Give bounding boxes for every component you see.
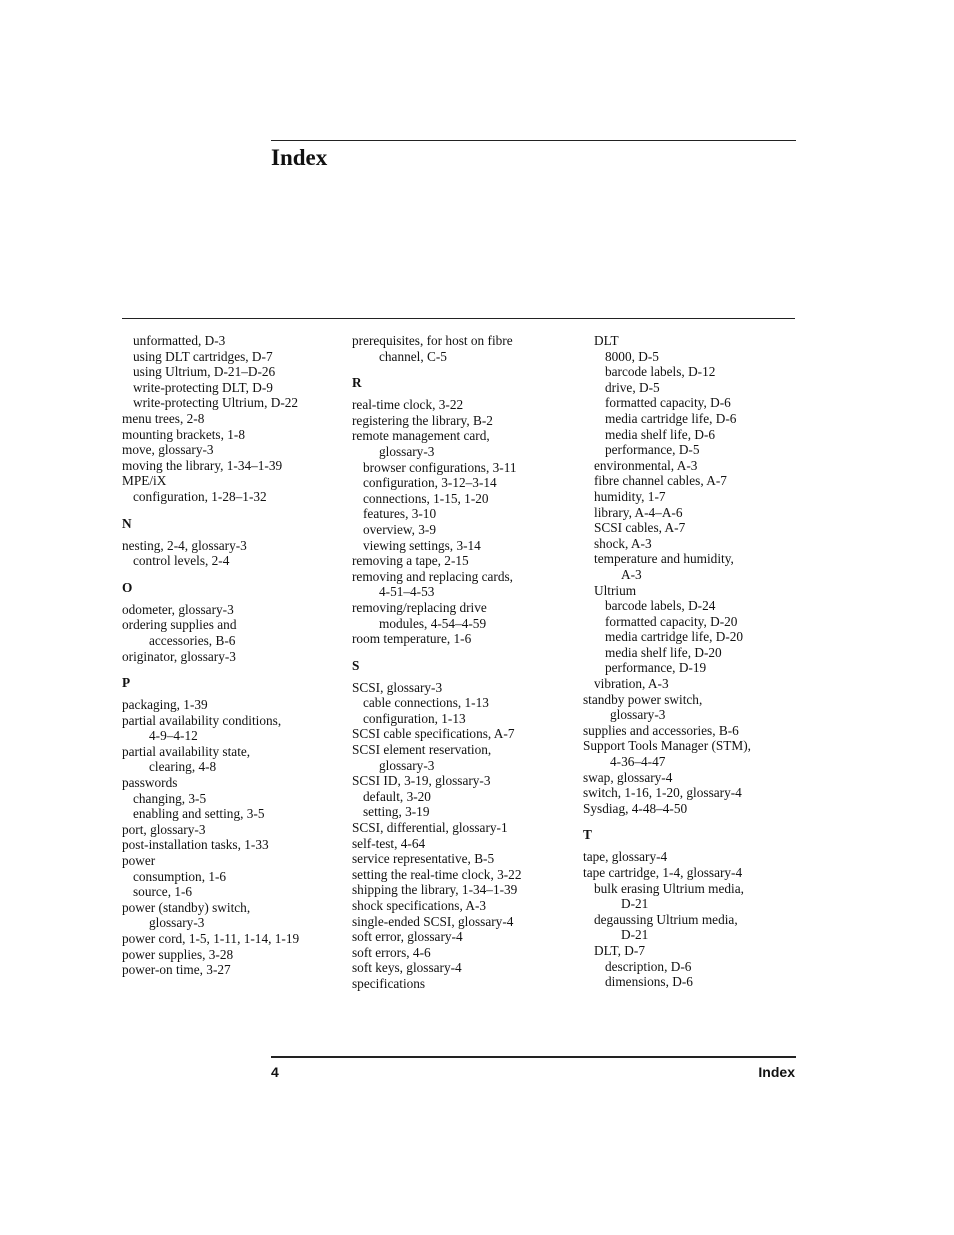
- index-subentry: write-protecting Ultrium, D-22: [133, 395, 299, 411]
- index-entry-continuation: A-3: [621, 566, 642, 582]
- index-subentry: viewing settings, 3-14: [363, 537, 481, 553]
- index-entry-continuation: modules, 4-54–4-59: [379, 615, 487, 631]
- index-entry: SCSI element reservation,: [352, 742, 492, 758]
- index-entry: originator, glossary-3: [122, 648, 236, 664]
- index-subentry: shock, A-3: [594, 535, 652, 551]
- index-entry: mounting brackets, 1-8: [122, 426, 245, 442]
- index-subentry: consumption, 1-6: [133, 868, 227, 884]
- index-entry: single-ended SCSI, glossary-4: [352, 913, 514, 929]
- index-column-2: [352, 333, 577, 992]
- index-subentry: control levels, 2-4: [133, 553, 230, 569]
- index-entry: Support Tools Manager (STM),: [583, 738, 751, 754]
- index-entry-continuation: glossary-3: [149, 915, 205, 931]
- letter-heading: P: [122, 675, 131, 691]
- index-entry: shipping the library, 1-34–1-39: [352, 882, 518, 898]
- index-subentry: SCSI cables, A-7: [594, 520, 686, 536]
- index-entry: registering the library, B-2: [352, 412, 493, 428]
- index-subentry: write-protecting DLT, D-9: [133, 379, 273, 395]
- index-entry: standby power switch,: [583, 691, 703, 707]
- page-title: Index: [271, 145, 328, 170]
- footer-rule: [271, 1056, 796, 1058]
- index-entry: partial availability conditions,: [122, 712, 282, 728]
- index-entry: SCSI, differential, glossary-1: [352, 820, 508, 836]
- index-subentry: barcode labels, D-12: [605, 364, 716, 380]
- index-subentry: changing, 3-5: [133, 790, 207, 806]
- index-entry-continuation: 4-51–4-53: [379, 584, 435, 600]
- index-subentry: performance, D-19: [605, 660, 707, 676]
- index-entry: soft keys, glossary-4: [352, 960, 462, 976]
- index-entry: ordering supplies and: [122, 617, 237, 633]
- index-entry: removing/replacing drive: [352, 599, 487, 615]
- index-entry: power (standby) switch,: [122, 899, 251, 915]
- index-subentry: default, 3-20: [363, 788, 431, 804]
- index-subentry: 8000, D-5: [605, 348, 659, 364]
- index-entry: MPE/iX: [122, 473, 167, 489]
- footer-label: Index: [758, 1064, 795, 1080]
- index-entry-continuation: 4-9–4-12: [149, 728, 198, 744]
- index-entry: menu trees, 2-8: [122, 410, 205, 426]
- index-column-1: [122, 333, 347, 978]
- index-subentry: using DLT cartridges, D-7: [133, 348, 273, 364]
- index-subentry: humidity, 1-7: [594, 488, 666, 504]
- index-subentry: environmental, A-3: [594, 457, 698, 473]
- index-subentry: setting, 3-19: [363, 804, 430, 820]
- index-subentry: enabling and setting, 3-5: [133, 806, 265, 822]
- index-entry: self-test, 4-64: [352, 835, 426, 851]
- index-subentry: using Ultrium, D-21–D-26: [133, 364, 276, 380]
- index-entry: passwords: [122, 775, 178, 791]
- index-subentry: dimensions, D-6: [605, 974, 693, 990]
- index-entry: power-on time, 3-27: [122, 962, 231, 978]
- index-subentry: performance, D-5: [605, 442, 700, 458]
- index-entry: prerequisites, for host on fibre: [352, 333, 513, 348]
- index-entry: moving the library, 1-34–1-39: [122, 457, 283, 473]
- index-entry: SCSI cable specifications, A-7: [352, 726, 515, 742]
- index-entry: service representative, B-5: [352, 851, 495, 867]
- index-entry: Sysdiag, 4-48–4-50: [583, 800, 688, 816]
- index-entry: setting the real-time clock, 3-22: [352, 866, 522, 882]
- index-entry: move, glossary-3: [122, 442, 214, 458]
- index-entry-continuation: 4-36–4-47: [610, 754, 666, 770]
- index-subentry: degaussing Ultrium media,: [594, 911, 738, 927]
- index-entry-continuation: accessories, B-6: [149, 632, 236, 648]
- index-entry-continuation: clearing, 4-8: [149, 759, 217, 775]
- index-entry: SCSI, glossary-3: [352, 679, 443, 695]
- index-entry: power cord, 1-5, 1-11, 1-14, 1-19: [122, 931, 300, 946]
- index-subentry: source, 1-6: [133, 884, 193, 900]
- index-entry: power: [122, 853, 156, 869]
- index-entry: odometer, glossary-3: [122, 601, 234, 617]
- letter-heading: N: [122, 515, 132, 531]
- index-entry: partial availability state,: [122, 743, 251, 759]
- index-subentry: features, 3-10: [363, 506, 437, 522]
- index-subentry: cable connections, 1-13: [363, 695, 489, 711]
- index-entry: nesting, 2-4, glossary-3: [122, 537, 247, 553]
- index-subentry: bulk erasing Ultrium media,: [594, 880, 744, 896]
- index-subentry: DLT: [594, 333, 619, 348]
- index-subentry: configuration, 1-28–1-32: [133, 488, 267, 504]
- letter-heading: R: [352, 375, 362, 391]
- index-subentry: configuration, 3-12–3-14: [363, 475, 497, 491]
- index-entry: soft error, glossary-4: [352, 929, 463, 945]
- index-subentry: media cartridge life, D-6: [605, 410, 737, 426]
- letter-heading: O: [122, 579, 133, 595]
- index-entry-continuation: glossary-3: [610, 707, 666, 723]
- index-entry: removing and replacing cards,: [352, 568, 513, 584]
- index-entry: SCSI ID, 3-19, glossary-3: [352, 773, 491, 789]
- index-subentry: browser configurations, 3-11: [363, 459, 517, 475]
- index-entry: removing a tape, 2-15: [352, 553, 469, 569]
- index-entry: shock specifications, A-3: [352, 898, 487, 913]
- index-entry: port, glossary-3: [122, 821, 206, 837]
- index-subentry: unformatted, D-3: [133, 333, 226, 348]
- index-entry: switch, 1-16, 1-20, glossary-4: [583, 785, 742, 801]
- index-entry-continuation: D-21: [621, 927, 649, 943]
- index-entry: swap, glossary-4: [583, 769, 673, 785]
- index-entry: specifications: [352, 975, 426, 991]
- index-entry: packaging, 1-39: [122, 697, 208, 713]
- index-entry: post-installation tasks, 1-33: [122, 837, 269, 853]
- index-column-3: [583, 333, 795, 990]
- index-subentry: Ultrium: [594, 582, 637, 598]
- index-entry: tape, glossary-4: [583, 849, 668, 865]
- index-subentry: overview, 3-9: [363, 521, 436, 537]
- index-entry-continuation: glossary-3: [379, 443, 435, 459]
- index-subentry: media shelf life, D-20: [605, 644, 722, 660]
- index-entry: remote management card,: [352, 428, 490, 444]
- index-subentry: media cartridge life, D-20: [605, 629, 744, 645]
- index-subentry: media shelf life, D-6: [605, 426, 716, 442]
- index-entry: supplies and accessories, B-6: [583, 722, 739, 738]
- section-rule: [122, 318, 795, 319]
- index-subentry: formatted capacity, D-20: [605, 613, 738, 629]
- index-subentry: formatted capacity, D-6: [605, 395, 731, 411]
- index-subentry: barcode labels, D-24: [605, 598, 716, 614]
- letter-heading: T: [583, 827, 592, 843]
- index-subentry: drive, D-5: [605, 379, 660, 395]
- index-subentry: fibre channel cables, A-7: [594, 473, 727, 489]
- index-entry: soft errors, 4-6: [352, 944, 431, 960]
- index-subentry: description, D-6: [605, 958, 692, 974]
- index-entry-continuation: channel, C-5: [379, 348, 447, 364]
- index-entry-continuation: D-21: [621, 896, 649, 912]
- index-entry: tape cartridge, 1-4, glossary-4: [583, 865, 743, 880]
- header-rule: [271, 140, 796, 141]
- index-subentry: DLT, D-7: [594, 942, 645, 958]
- footer-page-number: 4: [271, 1064, 279, 1080]
- index-entry: room temperature, 1-6: [352, 631, 472, 647]
- index-entry-continuation: glossary-3: [379, 757, 435, 773]
- index-subentry: configuration, 1-13: [363, 710, 466, 726]
- index-subentry: temperature and humidity,: [594, 551, 734, 567]
- index-subentry: library, A-4–A-6: [594, 504, 683, 520]
- letter-heading: S: [352, 657, 360, 673]
- index-entry: real-time clock, 3-22: [352, 397, 464, 413]
- index-subentry: connections, 1-15, 1-20: [363, 490, 489, 506]
- index-entry: power supplies, 3-28: [122, 946, 234, 962]
- index-subentry: vibration, A-3: [594, 676, 669, 692]
